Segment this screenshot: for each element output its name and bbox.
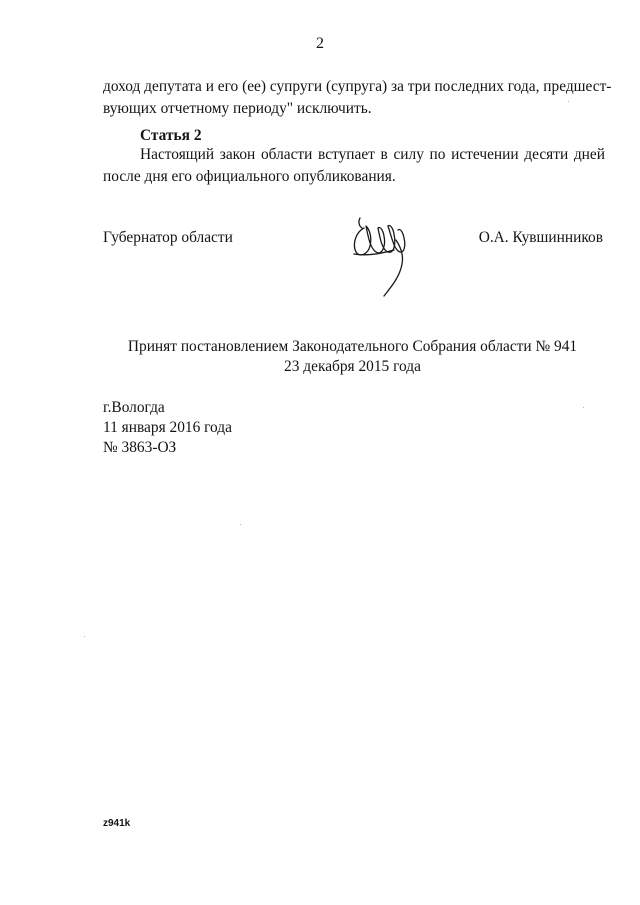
adoption-line-2: 23 декабря 2015 года [284, 358, 421, 375]
continuation-paragraph [103, 76, 612, 120]
scan-speck [583, 407, 584, 408]
signatory-name: О.А. Кувшинников [478, 229, 603, 246]
scan-speck [84, 636, 85, 637]
adoption-statement [0, 337, 640, 377]
law-number: № 3863-ОЗ [103, 439, 177, 456]
signatory-position: Губернатор области [103, 229, 233, 246]
scan-speck [568, 101, 569, 102]
scan-speck [240, 524, 241, 525]
continuation-line-1: доход депутата и его (ее) супруги (супруга) за три последних года, предшест- [103, 78, 612, 95]
adoption-line-1: Принят постановлением Законодательного Собрания области № 941 [127, 338, 578, 355]
place-date-block [103, 398, 232, 458]
article-2-line-1: Настоящий закон области вступает в силу по истечении десяти дней [140, 146, 605, 163]
article-2-body [103, 144, 605, 188]
handwritten-signature [350, 210, 420, 305]
article-2-title: Статья 2 [140, 127, 202, 144]
article-2-line-2: после дня его официального опубликования. [103, 168, 396, 185]
city: г.Вологда [103, 399, 165, 416]
signing-date: 11 января 2016 года [103, 419, 232, 436]
page-number: 2 [316, 35, 324, 52]
document-code: z941k [103, 818, 131, 829]
continuation-line-2: вующих отчетному периоду" исключить. [103, 100, 372, 117]
